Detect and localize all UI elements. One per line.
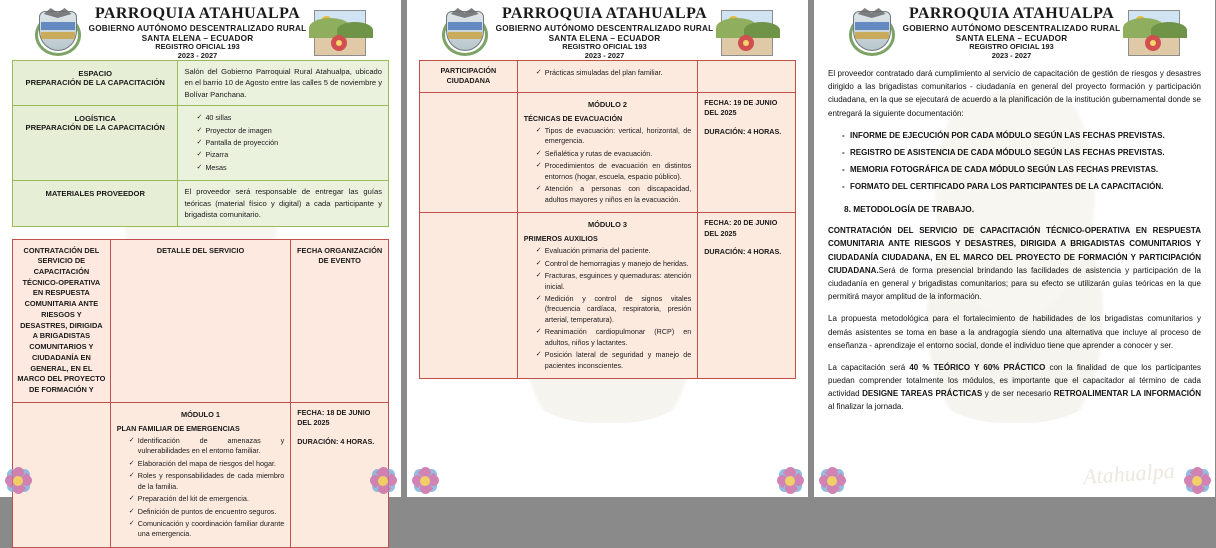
header-location: SANTA ELENA – ECUADOR — [955, 33, 1068, 43]
list-item: ✓ Tipos de evacuación: vertical, horizontal, de emergencia. — [536, 126, 691, 147]
list-item: - INFORME DE EJECUCIÓN POR CADA MÓDULO SEGÚN LAS FECHAS PREVISTAS. — [842, 129, 1201, 142]
flower-decoration-icon — [818, 467, 846, 495]
p3-f: RETROALIMENTAR LA INFORMACIÓN — [1053, 389, 1202, 399]
coat-of-arms-icon — [849, 8, 895, 58]
flower-decoration-icon — [1183, 467, 1211, 495]
methodology-paragraph-2: La propuesta metodológica para el fortalecimiento de habilidades de los brigadistas comunitarios y demás asistentes se toma en base a la andragogía siendo una alternativa que incluye al proceso de enseñanza - aprendizaje el entorno social, donde el individuo tiene que aprender a conocer y ser. — [828, 314, 1201, 350]
p3-d: DESIGNE TAREAS PRÁCTICAS — [862, 389, 983, 399]
table-row — [13, 106, 389, 181]
parish-logo-icon — [721, 10, 773, 56]
header-registry: REGISTRO OFICIAL 193 — [969, 42, 1054, 52]
list-item: ✓ Comunicación y coordinación familiar durante una emergencia. — [129, 519, 284, 540]
header-title-block — [89, 5, 307, 61]
module-duration: DURACIÓN: 4 HORAS. — [297, 436, 375, 446]
intro-paragraph: El proveedor contratado dará cumplimiento al servicio de capacitación de gestión de riesgos y desastres dirigido a las brigadistas comunitarios - ciudadanía en general del proyecto formación y participación ciudadana, en la que se ejecutará de acuerdo a la planificación de la institución gubernamental donde se entregará la siguiente documentación: — [828, 69, 1201, 118]
signature-watermark: Atahualpa — [1082, 457, 1176, 490]
parish-logo-icon — [1128, 10, 1180, 56]
col-header-date: FECHA ORGANIZACIÓN DE EVENTO — [291, 239, 389, 402]
list-item: ✓ Definición de puntos de encuentro seguros. — [129, 507, 284, 517]
coat-of-arms-icon — [442, 8, 488, 58]
page-header — [826, 6, 1203, 60]
header-subtitle: GOBIERNO AUTÓNOMO DESCENTRALIZADO RURAL — [495, 24, 714, 34]
row-label-espacio: ESPACIO PREPARACIÓN DE LA CAPACITACIÓN — [13, 61, 178, 106]
parish-logo-icon — [314, 10, 366, 56]
module-2-cell — [517, 92, 697, 212]
continued-items — [524, 68, 691, 78]
list-item: ✓ Proyector de imagen — [196, 126, 382, 136]
list-item: - MEMORIA FOTOGRÁFICA DE CADA MÓDULO SEGÚN LAS FECHAS PREVISTAS. — [842, 163, 1201, 176]
page-header — [419, 6, 796, 60]
row-body-espacio: Salón del Gobierno Parroquial Rural Atahualpa, ubicado en el barrio 10 de Agosto entre las calles 5 de noviembre y Bolívar Panchana. — [178, 61, 389, 106]
p3-b: 40 % TEÓRICO Y 60% PRÁCTICO — [909, 362, 1046, 372]
module-2-items — [524, 126, 691, 205]
document-page-2 — [407, 0, 808, 497]
logistics-items — [184, 113, 382, 173]
list-item: ✓ Identificación de amenazas y vulnerabilidades en el entorno familiar. — [129, 436, 284, 457]
page-title: PARROQUIA ATAHUALPA — [908, 5, 1115, 23]
module-date: FECHA: 19 DE JUNIO DEL 2025 — [704, 97, 778, 118]
document-page-1 — [0, 0, 401, 539]
module-title: MÓDULO 3 — [587, 220, 627, 230]
spacer-cell — [420, 213, 518, 379]
flower-decoration-icon — [4, 467, 32, 495]
list-item: ✓ Atención a personas con discapacidad, adultos mayores y niños en la evacuación. — [536, 184, 691, 205]
list-item: ✓ Posición lateral de seguridad y manejo de pacientes inconscientes. — [536, 350, 691, 371]
flower-decoration-icon — [776, 467, 804, 495]
list-item: ✓ Pizarra — [196, 150, 382, 160]
list-item: ✓ Reanimación cardiopulmonar (RCP) en adultos, niños y lactantes. — [536, 327, 691, 348]
header-period: 2023 - 2027 — [177, 51, 218, 61]
page-3-body — [828, 67, 1201, 414]
table-row — [420, 61, 796, 93]
module-date: FECHA: 20 DE JUNIO DEL 2025 — [704, 218, 778, 238]
row-label-logistica: LOGÍSTICA PREPARACIÓN DE LA CAPACITACIÓN — [13, 106, 178, 181]
list-item: ✓ Señalética y rutas de evacuación. — [536, 149, 691, 159]
module-3-cell — [517, 213, 697, 379]
table-row — [13, 61, 389, 106]
module-subtitle: PRIMEROS AUXILIOS — [523, 233, 598, 243]
table-header-row — [13, 239, 389, 402]
row-body-logistica — [178, 106, 389, 181]
module-title: MÓDULO 2 — [587, 99, 627, 109]
header-subtitle: GOBIERNO AUTÓNOMO DESCENTRALIZADO RURAL — [902, 24, 1121, 34]
list-item: ✓ Mesas — [196, 163, 382, 173]
list-item: - FORMATO DEL CERTIFICADO PARA LOS PARTICIPANTES DE LA CAPACITACIÓN. — [842, 180, 1201, 193]
table-row — [13, 181, 389, 226]
list-item: ✓ Evaluación primaria del paciente. — [536, 246, 691, 256]
header-period: 2023 - 2027 — [584, 51, 625, 61]
modules-table — [419, 60, 796, 379]
p3-c: con la finalidad de que los participantes puedan comprender totalmente los módulos, es importante que el capacitador al término de cada actividad — [828, 362, 1202, 399]
methodology-rest: Será de forma presencial brindando las facilidades de asistencia y participación de la ciudadanía en general y brigadistas comunitarios; para su efecto se utilizarán guías teóricas en la que permitirá mayor amplitud de la información. — [828, 265, 1201, 302]
header-period: 2023 - 2027 — [991, 51, 1032, 61]
row-body-materiales: El proveedor será responsable de entregar las guías teóricas (material físico y digital) a cada participante y brigadista comunitario. — [178, 181, 389, 226]
module-1-items — [117, 436, 284, 540]
p3-g: al finalizar la jornada. — [828, 402, 904, 412]
participation-cell: PARTICIPACIÓN CIUDADANA — [420, 61, 518, 93]
flower-decoration-icon — [411, 467, 439, 495]
flower-decoration-icon — [369, 467, 397, 495]
list-item: ✓ Procedimientos de evacuación en distintos entornos (hogar, escuela, espacio público). — [536, 161, 691, 182]
list-item: ✓ Roles y responsabilidades de cada miembro de la familia. — [129, 471, 284, 492]
list-item: - REGISTRO DE ASISTENCIA DE CADA MÓDULO SEGÚN LAS FECHAS PREVISTAS. — [842, 146, 1201, 159]
table-row — [420, 92, 796, 212]
methodology-paragraph-3 — [828, 361, 1201, 414]
methodology-bold-lead: CONTRATACIÓN DEL SERVICIO DE CAPACITACIÓN TÉCNICO-OPERATIVA EN RESPUESTA COMUNITARIA ANTE RIESGOS Y DESASTRES, DIRIGIDA A BRIGADISTAS COMUNITARIOS Y CIUDADANÍA CIUDADANA, EN EL MARCO DEL PROYECTO DE FORMACIÓN Y PARTICIPACIÓN CIUDADANA. — [828, 226, 1201, 275]
list-item: ✓ Fracturas, esguinces y quemaduras: atención inicial. — [536, 271, 691, 292]
table-row — [420, 213, 796, 379]
logistics-table — [12, 60, 389, 227]
header-registry: REGISTRO OFICIAL 193 — [155, 42, 240, 52]
module-duration: DURACIÓN: 4 HORAS. — [704, 246, 782, 256]
document-page-3 — [814, 0, 1215, 497]
module-subtitle: TÉCNICAS DE EVACUACIÓN — [523, 113, 623, 123]
methodology-paragraph-1 — [828, 224, 1201, 303]
module-3-items — [524, 246, 691, 371]
spacer-cell — [420, 92, 518, 212]
empty-date-cell — [698, 61, 796, 93]
list-item: ✓ 40 sillas — [196, 113, 382, 123]
list-item: ✓ Pantalla de proyección — [196, 138, 382, 148]
module-duration: DURACIÓN: 4 HORAS. — [704, 126, 782, 136]
service-table — [12, 239, 389, 548]
module-2-date-cell — [698, 92, 796, 212]
col-header-contract: CONTRATACIÓN DEL SERVICIO DE CAPACITACIÓN TÉCNICO-OPERATIVA EN RESPUESTA COMUNITARIA ANTE RIESGOS Y DESASTRES, DIRIGIDA A BRIGADISTAS COMUNITARIOS Y CIUDADANÍA EN GENERAL, EN EL MARCO DEL PROYECTO DE FORMACIÓN Y — [13, 239, 111, 402]
header-subtitle: GOBIERNO AUTÓNOMO DESCENTRALIZADO RURAL — [88, 24, 307, 34]
coat-of-arms-icon — [35, 8, 81, 58]
module-3-date-cell — [698, 213, 796, 379]
section-heading: 8. METODOLOGÍA DE TRABAJO. — [844, 203, 974, 214]
continued-items-cell — [517, 61, 697, 93]
page-header — [12, 6, 389, 60]
header-location: SANTA ELENA – ECUADOR — [548, 33, 661, 43]
list-item: ✓ Preparación del kit de emergencia. — [129, 494, 284, 504]
module-subtitle: PLAN FAMILIAR DE EMERGENCIAS — [116, 423, 240, 433]
col-header-detail: DETALLE DEL SERVICIO — [110, 239, 290, 402]
list-item: ✓ Medición y control de signos vitales (frecuencia cardíaca, respiratoria, presión arterial, temperatura). — [536, 294, 691, 325]
p3-e: y de ser necesario — [982, 389, 1054, 399]
page-title: PARROQUIA ATAHUALPA — [501, 5, 708, 23]
deliverables-list — [828, 129, 1201, 194]
header-title-block — [903, 5, 1121, 61]
header-title-block — [496, 5, 714, 61]
header-location: SANTA ELENA – ECUADOR — [141, 33, 254, 43]
module-title: MÓDULO 1 — [180, 409, 220, 419]
table-row — [13, 402, 389, 547]
module-date: FECHA: 18 DE JUNIO DEL 2025 — [297, 407, 371, 428]
p3-a: La capacitación será — [828, 362, 910, 372]
list-item: ✓ Elaboración del mapa de riesgos del hogar. — [129, 459, 284, 469]
page-title: PARROQUIA ATAHUALPA — [94, 5, 301, 23]
row-label-materiales: MATERIALES PROVEEDOR — [13, 181, 178, 226]
header-registry: REGISTRO OFICIAL 193 — [562, 42, 647, 52]
list-item: ✓ Prácticas simuladas del plan familiar. — [536, 68, 691, 78]
list-item: ✓ Control de hemorragias y manejo de heridas. — [536, 259, 691, 269]
module-1-cell — [110, 402, 290, 547]
